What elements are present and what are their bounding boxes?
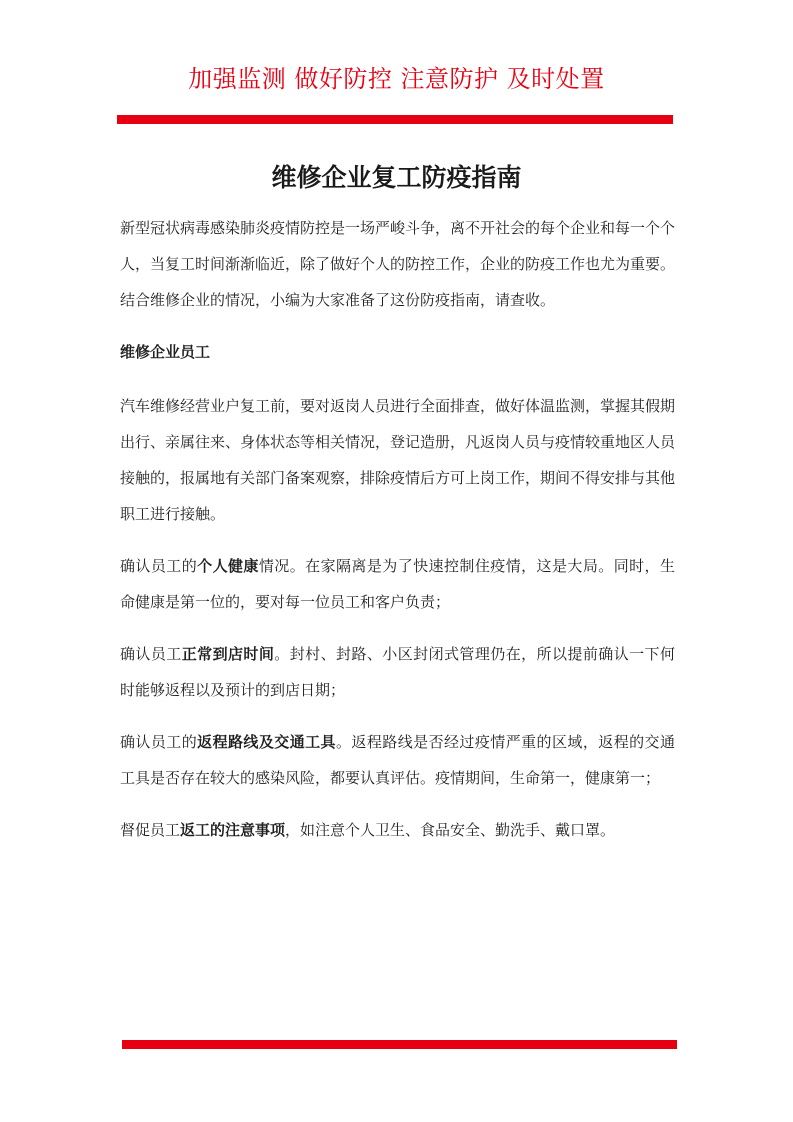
section-heading: 维修企业员工	[120, 343, 211, 361]
paragraph-text: ，如注意个人卫生、食品安全、勤洗手、戴口罩。	[285, 821, 616, 839]
emphasis-text: 正常到店时间	[181, 645, 275, 663]
emphasis-text: 个人健康	[197, 557, 259, 575]
paragraph-arrival-time	[120, 636, 675, 708]
slogan-header: 加强监测 做好防控 注意防护 及时处置	[188, 65, 605, 93]
emphasis-text: 返程路线及交通工具	[197, 733, 336, 751]
top-red-divider	[117, 115, 673, 124]
paragraph-text: 。返程路线是否经过疫情严重的区域，返程的交通工具是否存在较大的感染风险，都要认真评估。疫情期间，生命第一，健康第一；	[120, 733, 675, 787]
paragraph-text: 督促员工	[120, 821, 181, 839]
bottom-red-divider	[122, 1040, 677, 1049]
page-title: 维修企业复工防疫指南	[271, 163, 522, 192]
paragraph-text: 情况。在家隔离是为了快速控制住疫情，这是大局。同时，生命健康是第一位的，要对每一位员工和客户负责；	[120, 557, 675, 611]
paragraph-screening: 汽车维修经营业户复工前，要对返岗人员进行全面排查，做好体温监测，掌握其假期出行、亲属往来、身体状态等相关情况，登记造册，凡返岗人员与疫情较重地区人员接触的，报属地有关部门备案观察，排除疫情后方可上岗工作，期间不得安排与其他职工进行接触。	[120, 397, 676, 523]
paragraph-text: 确认员工	[120, 645, 182, 663]
paragraph-return-route	[120, 724, 675, 796]
intro-paragraph: 新型冠状病毒感染肺炎疫情防控是一场严峻斗争，离不开社会的每个企业和每一个个人，当复工时间渐渐临近，除了做好个人的防控工作，企业的防疫工作也尤为重要。结合维修企业的情况，小编为大家准备了这份防疫指南，请查收。	[120, 219, 676, 309]
paragraph-precautions	[120, 812, 675, 848]
paragraph-personal-health	[120, 548, 675, 620]
paragraph-text: 。封村、封路、小区封闭式管理仍在，所以提前确认一下何时能够返程以及预计的到店日期；	[120, 645, 675, 699]
emphasis-text: 返工的注意事项	[180, 821, 286, 839]
paragraph-text: 确认员工的	[120, 733, 198, 751]
paragraph-text: 确认员工的	[120, 557, 198, 575]
document-body	[120, 210, 675, 864]
